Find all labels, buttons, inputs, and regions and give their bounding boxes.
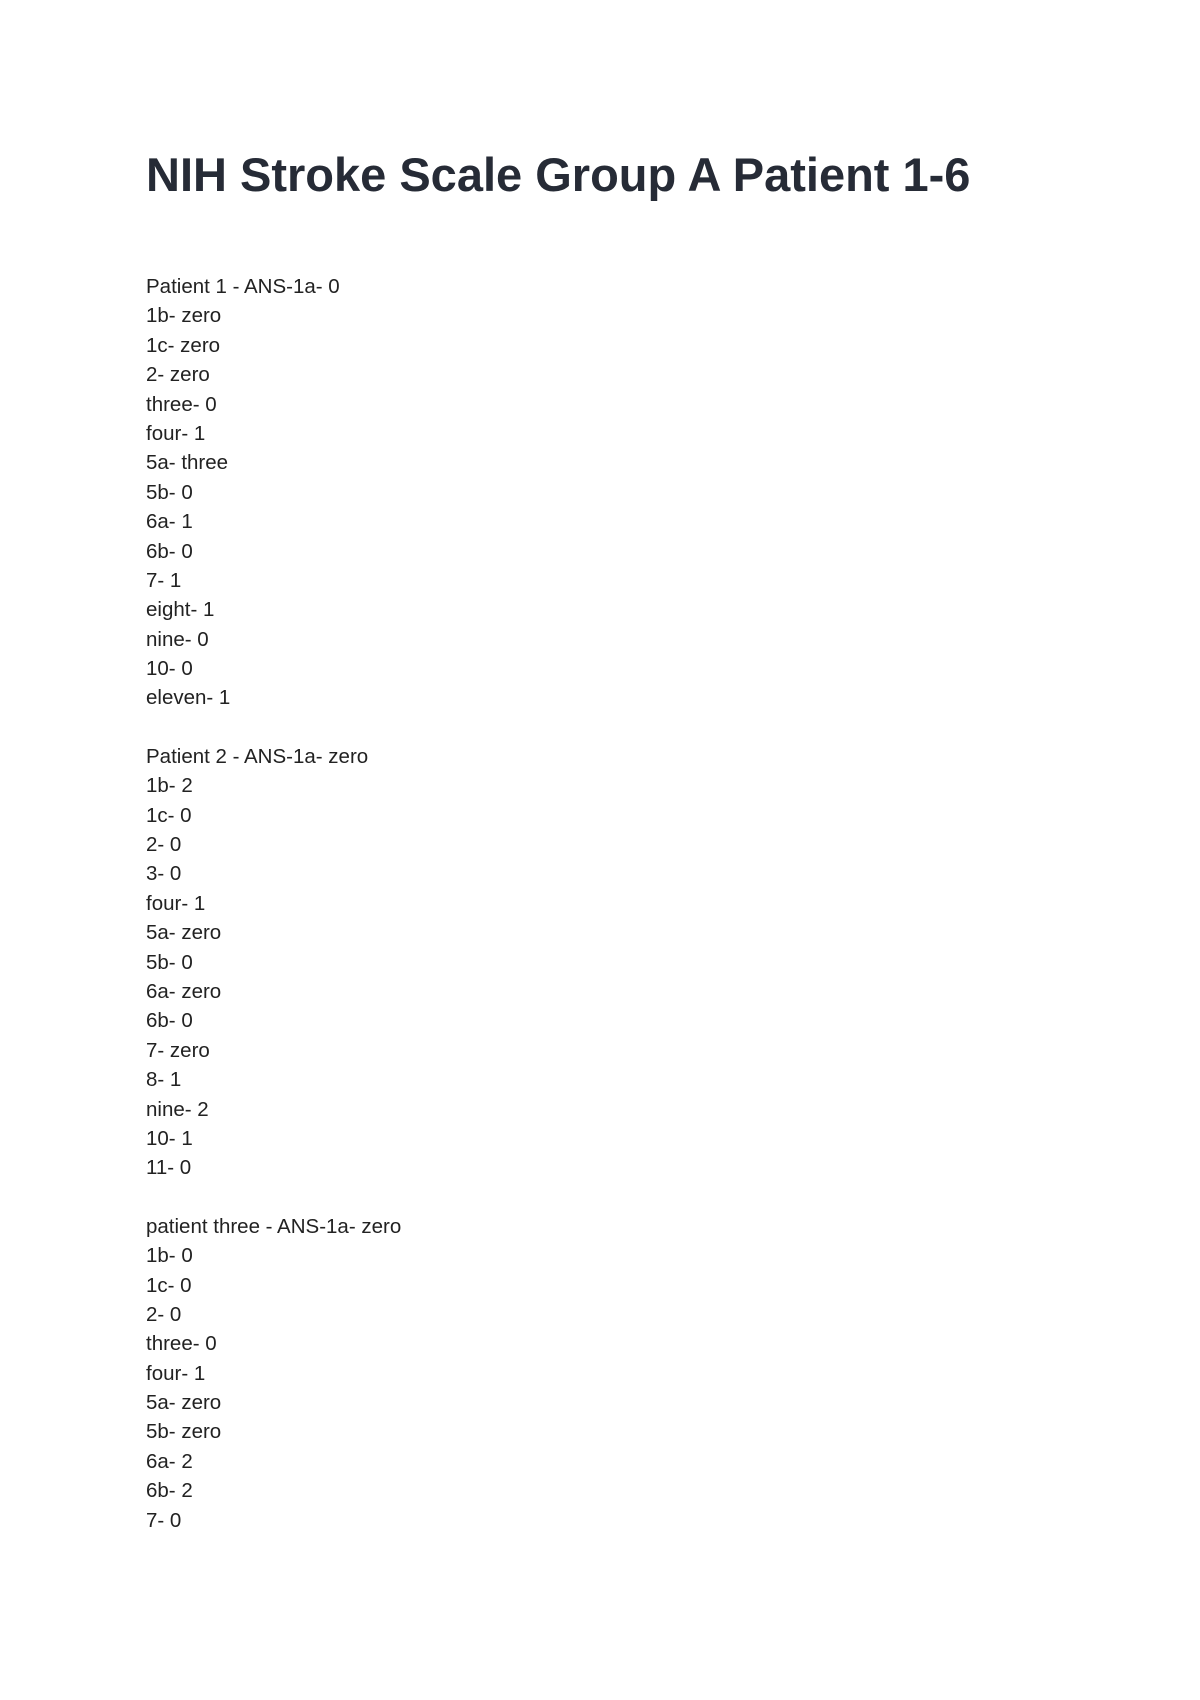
score-line: nine- 0 <box>146 627 209 651</box>
score-line: 7- 0 <box>146 1508 182 1532</box>
score-line: nine- 2 <box>146 1097 209 1121</box>
patient-heading-line: Patient 2 - ANS-1a- zero <box>146 744 369 768</box>
patient-heading-line: Patient 1 - ANS-1a- 0 <box>146 275 340 298</box>
score-line: 5a- zero <box>146 1391 222 1415</box>
score-line: 5a- zero <box>146 921 222 945</box>
score-line: three- 0 <box>146 392 217 416</box>
score-line: 5a- three <box>146 451 229 475</box>
answer-blocks <box>146 272 401 1564</box>
score-line: 2- 0 <box>146 833 182 857</box>
score-line: 1c- zero <box>146 333 221 357</box>
score-line: 7- zero <box>146 1038 210 1062</box>
score-line: 11- 0 <box>146 1156 192 1180</box>
patient-1-block <box>146 272 401 713</box>
score-line: four- 1 <box>146 421 206 445</box>
score-line: four- 1 <box>146 891 206 915</box>
score-line: 6a- 2 <box>146 1449 193 1473</box>
score-line: 2- 0 <box>146 1302 182 1326</box>
score-line: 6b- 0 <box>146 1009 193 1033</box>
score-line: 5b- 0 <box>146 950 193 974</box>
patient-3-block <box>146 1212 401 1535</box>
document-title: NIH Stroke Scale Group A Patient 1-6 <box>146 148 971 201</box>
score-line: 6a- zero <box>146 979 222 1003</box>
score-line: three- 0 <box>146 1332 217 1356</box>
score-line: 1b- zero <box>146 304 222 328</box>
score-line: 5b- 0 <box>146 480 193 504</box>
score-line: 1b- 2 <box>146 774 193 798</box>
score-line: 1c- 0 <box>146 803 192 827</box>
score-line: 5b- zero <box>146 1420 222 1444</box>
score-line: 10- 1 <box>146 1126 193 1150</box>
score-line: 1b- 0 <box>146 1244 193 1268</box>
score-line: 6b- 0 <box>146 539 193 563</box>
score-line: eight- 1 <box>146 598 215 622</box>
score-line: four- 1 <box>146 1361 206 1385</box>
score-line: 2- zero <box>146 363 210 387</box>
score-line: eleven- 1 <box>146 686 231 710</box>
patient-heading-line: patient three - ANS-1a- zero <box>146 1214 402 1238</box>
score-line: 6b- 2 <box>146 1479 193 1503</box>
score-line: 3- 0 <box>146 862 182 886</box>
score-line: 7- 1 <box>146 568 182 592</box>
score-line: 1c- 0 <box>146 1273 192 1297</box>
score-line: 10- 0 <box>146 657 193 681</box>
score-line: 6a- 1 <box>146 510 193 534</box>
score-line: 8- 1 <box>146 1068 182 1092</box>
patient-2-block <box>146 742 401 1183</box>
